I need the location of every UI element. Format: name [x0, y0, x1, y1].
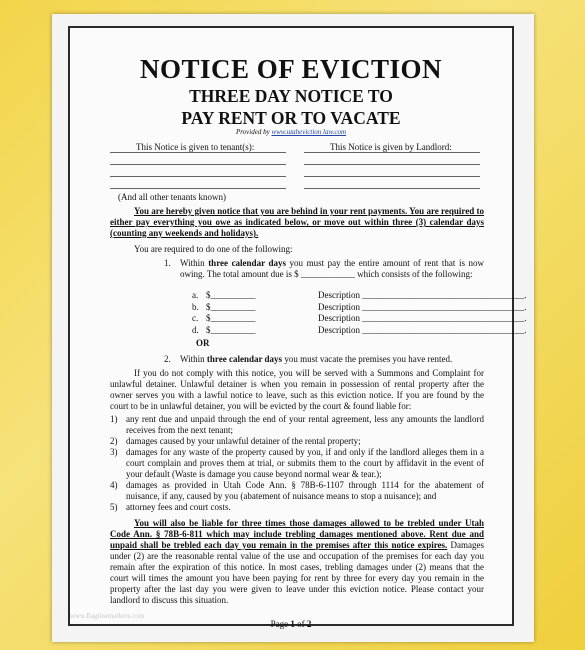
provided-by: [70, 128, 512, 136]
option-1-pre: Within: [180, 258, 209, 268]
line-item[interactable]: d. $__________ Description ____________________________________.: [192, 324, 527, 335]
list-item: 5) attorney fees and court costs.: [110, 502, 231, 512]
document-subtitle-2: PAY RENT OR TO VACATE: [181, 108, 401, 128]
landlord-header: This Notice is given by Landlord:: [330, 142, 452, 152]
tenant-header: This Notice is given to tenant(s):: [136, 142, 255, 152]
document-page: [52, 14, 534, 642]
or-label: OR: [196, 338, 210, 348]
list-item: 2) damages caused by your unlawful detainer of the rental property;: [110, 436, 361, 446]
comply-paragraph: If you do not comply with this notice, you will be served with a Summons and Complaint for unlawful detainer. Unlawful detainer is when you remain in possession of rental property after the owner serves you with a lawful notice to leave, such as this eviction notice. If you are found by the court to be in unlawful detainer, you will be evicted by the court & found liable for:: [110, 368, 484, 411]
list-item: 4) damages as provided in Utah Code Ann. § 78B-6-1107 through 1114 for the abatement of nuisance, if any, caused by you (abatement of nuisance means to stop a nuisance); and: [110, 480, 484, 501]
line-item[interactable]: a. $__________ Description ____________________________________.: [192, 290, 527, 300]
line-item[interactable]: b. $__________ Description ____________________________________.: [192, 301, 527, 312]
landlord-line[interactable]: [304, 188, 480, 189]
option-1-bold: three calendar days: [208, 258, 286, 268]
line-items: [192, 290, 527, 336]
landlord-line[interactable]: [304, 152, 480, 153]
list-item: 3) damages for any waste of the property caused by you, if and only if the landlord alleges them in a court complain and proves them at trial, or submits them to the court by affidavit in the event of your default (Waste is damage you cause beyond normal wear & tear.);: [110, 447, 484, 479]
provided-by-label: Provided by: [235, 128, 270, 136]
line-item[interactable]: c. $__________ Description ____________________________________.: [192, 313, 527, 323]
option-1-post: you must pay the entire amount of rent that is now owing. The total amount due is $ ____________ which consists of the following:: [180, 258, 484, 279]
landlord-line[interactable]: [304, 176, 480, 177]
option-2-post: you must vacate the premises you have rented.: [282, 354, 453, 364]
option-2-pre: Within: [180, 354, 207, 364]
provider-link[interactable]: www.utaheviction law.com: [271, 128, 347, 136]
tenant-line[interactable]: [110, 176, 286, 177]
option-1-number: 1.: [164, 258, 171, 268]
document-subtitle-1: THREE DAY NOTICE TO: [189, 86, 393, 106]
tenant-line[interactable]: [110, 164, 286, 165]
document-border: [68, 26, 527, 629]
required-line: You are required to do one of the following:: [134, 244, 293, 254]
watermark: www.flaglinemarkers.com: [70, 612, 145, 620]
option-1-text: [180, 258, 484, 280]
notice-intro: You are hereby given notice that you are behind in your rent payments. You are required to either pay everything you owe as indicated below, or move out within three (3) calendar days (counting any weekends and holidays).: [110, 206, 484, 238]
option-2-text: [180, 354, 452, 365]
document-title: NOTICE OF EVICTION: [139, 54, 443, 84]
treble-bold: You will also be liable for three times those damages allowed to be trebled under Utah Code Ann. § 78B-6-811 which may include trebling damages mentioned above. Rent due and unpaid shall be trebled each day you remain in the premises after this notice expires.: [110, 518, 484, 550]
tenant-line[interactable]: [110, 188, 286, 189]
liabilities-list: [110, 414, 484, 513]
landlord-line[interactable]: [304, 164, 480, 165]
treble-rest: Damages under (2) are the reasonable rental value of the use and occupation of the premises for each day you remain after the expiration of this notice. In most cases, trebling damages under (2) means that the court will times the amount you have been paying for rent by three for every day you remain in the property after the last day you were given to leave under this eviction notice. Please contact your landlord to discuss this situation.: [110, 540, 484, 605]
page-number: Page 1 of 2: [270, 619, 312, 629]
list-item: 1) any rent due and unpaid through the end of your rental agreement, less any amounts the landlord receives from the next tenant;: [110, 414, 484, 435]
option-2-bold: three calendar days: [206, 354, 283, 364]
all-other-tenants: (And all other tenants known): [118, 192, 226, 202]
tenant-line[interactable]: [110, 152, 286, 153]
treble-paragraph: [110, 518, 484, 606]
option-2-number: 2.: [164, 354, 171, 364]
